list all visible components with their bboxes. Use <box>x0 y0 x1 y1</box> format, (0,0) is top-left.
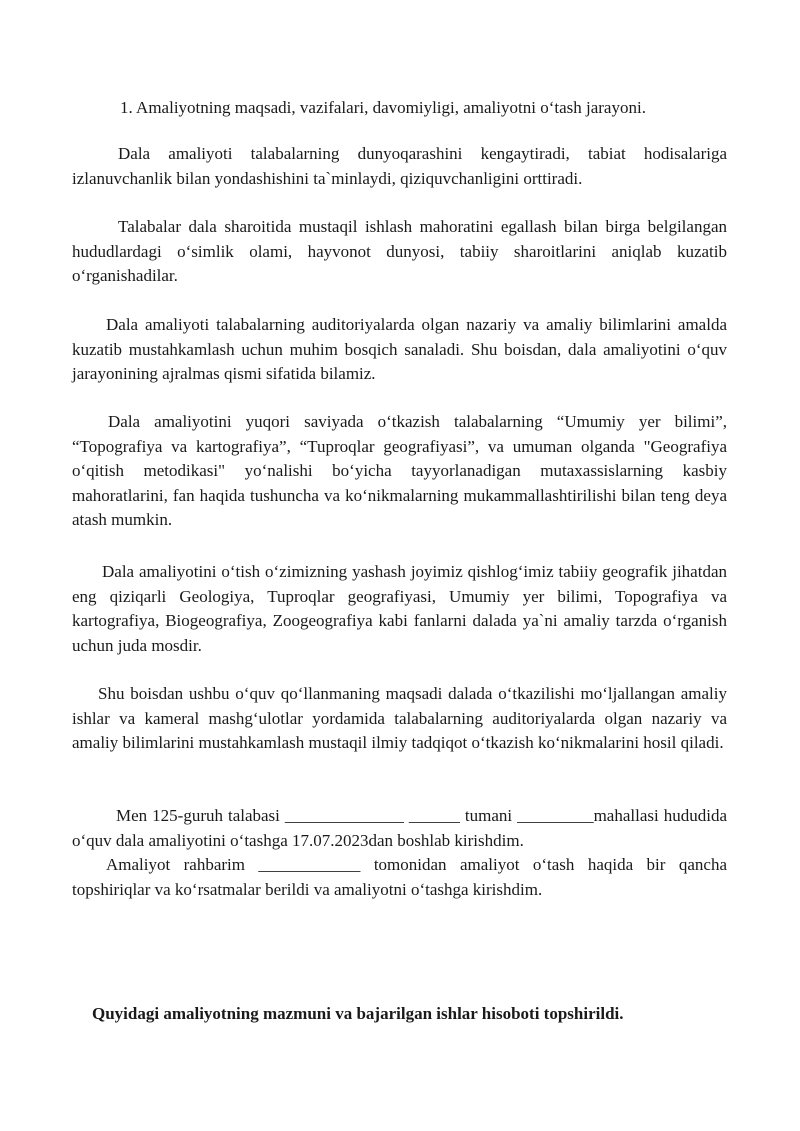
paragraph-7: Men 125-guruh talabasi ______________ ______ tumani _________mahallasi hududida oʻquv dala amaliyotini oʻtashga 17.07.2023dan boshlab kirishdim. <box>72 806 727 850</box>
paragraph-1: Dala amaliyoti talabalarning dunyoqarashini kengaytiradi, tabiat hodisalariga izlanuvchanlik bilan yondashishini ta`minlaydi, qiziquvchanligini orttiradi. <box>72 144 727 188</box>
section-heading: 1. Amaliyotning maqsadi, vazifalari, davomiyligi, amaliyotni oʻtash jarayoni. <box>120 98 646 117</box>
final-statement: Quyidagi amaliyotning mazmuni va bajarilgan ishlar hisoboti topshirildi. <box>92 1004 624 1023</box>
paragraph-6: Shu boisdan ushbu oʻquv qoʻllanmaning maqsadi dalada oʻtkazilishi moʻljallangan amaliy ishlar va kameral mashgʻulotlar yordamida talabalarning auditoriyalarda olgan nazariy va amaliy bilimlarini mustahkamlash mustaqil ilmiy tadqiqot oʻtkazish koʻnikmalarini hosil qiladi. <box>72 684 727 752</box>
paragraph-8: Amaliyot rahbarim ____________ tomonidan amaliyot oʻtash haqida bir qancha topshiriqlar va koʻrsatmalar berildi va amaliyotni oʻtashga kirishdim. <box>72 855 727 899</box>
paragraph-3: Dala amaliyoti talabalarning auditoriyalarda olgan nazariy va amaliy bilimlarini amalda kuzatib mustahkamlash uchun muhim bosqich sanaladi. Shu boisdan, dala amaliyotini oʻquv jarayonining ajralmas qismi sifatida bilamiz. <box>72 315 727 383</box>
paragraph-4: Dala amaliyotini yuqori saviyada oʻtkazish talabalarning “Umumiy yer bilimi”, “Topografiya va kartografiya”, “Tuproqlar geografiyasi”, va umuman olganda "Geografiya oʻqitish metodikasi" yoʻnalishi boʻyicha tayyorlanadigan mutaxassislarning kasbiy mahoratlarini, fan haqida tushuncha va koʻnikmalarning mukammallashtirilishi bilan teng deya atash mumkin. <box>72 412 727 529</box>
paragraph-2: Talabalar dala sharoitida mustaqil ishlash mahoratini egallash bilan birga belgilangan hududlardagi oʻsimlik olami, hayvonot dunyosi, tabiiy sharoitlarini aniqlab kuzatib oʻrganishadilar. <box>72 217 727 285</box>
paragraph-5: Dala amaliyotini oʻtish oʻzimizning yashash joyimiz qishlogʻimiz tabiiy geografik jihatdan eng qiziqarli Geologiya, Tuproqlar geografiyasi, Umumiy yer bilimi, Topografiya va kartografiya, Biogeografiya, Zoogeografiya kabi fanlarni dalada ya`ni amaliy tarzda oʻrganish uchun juda mosdir. <box>72 562 727 655</box>
